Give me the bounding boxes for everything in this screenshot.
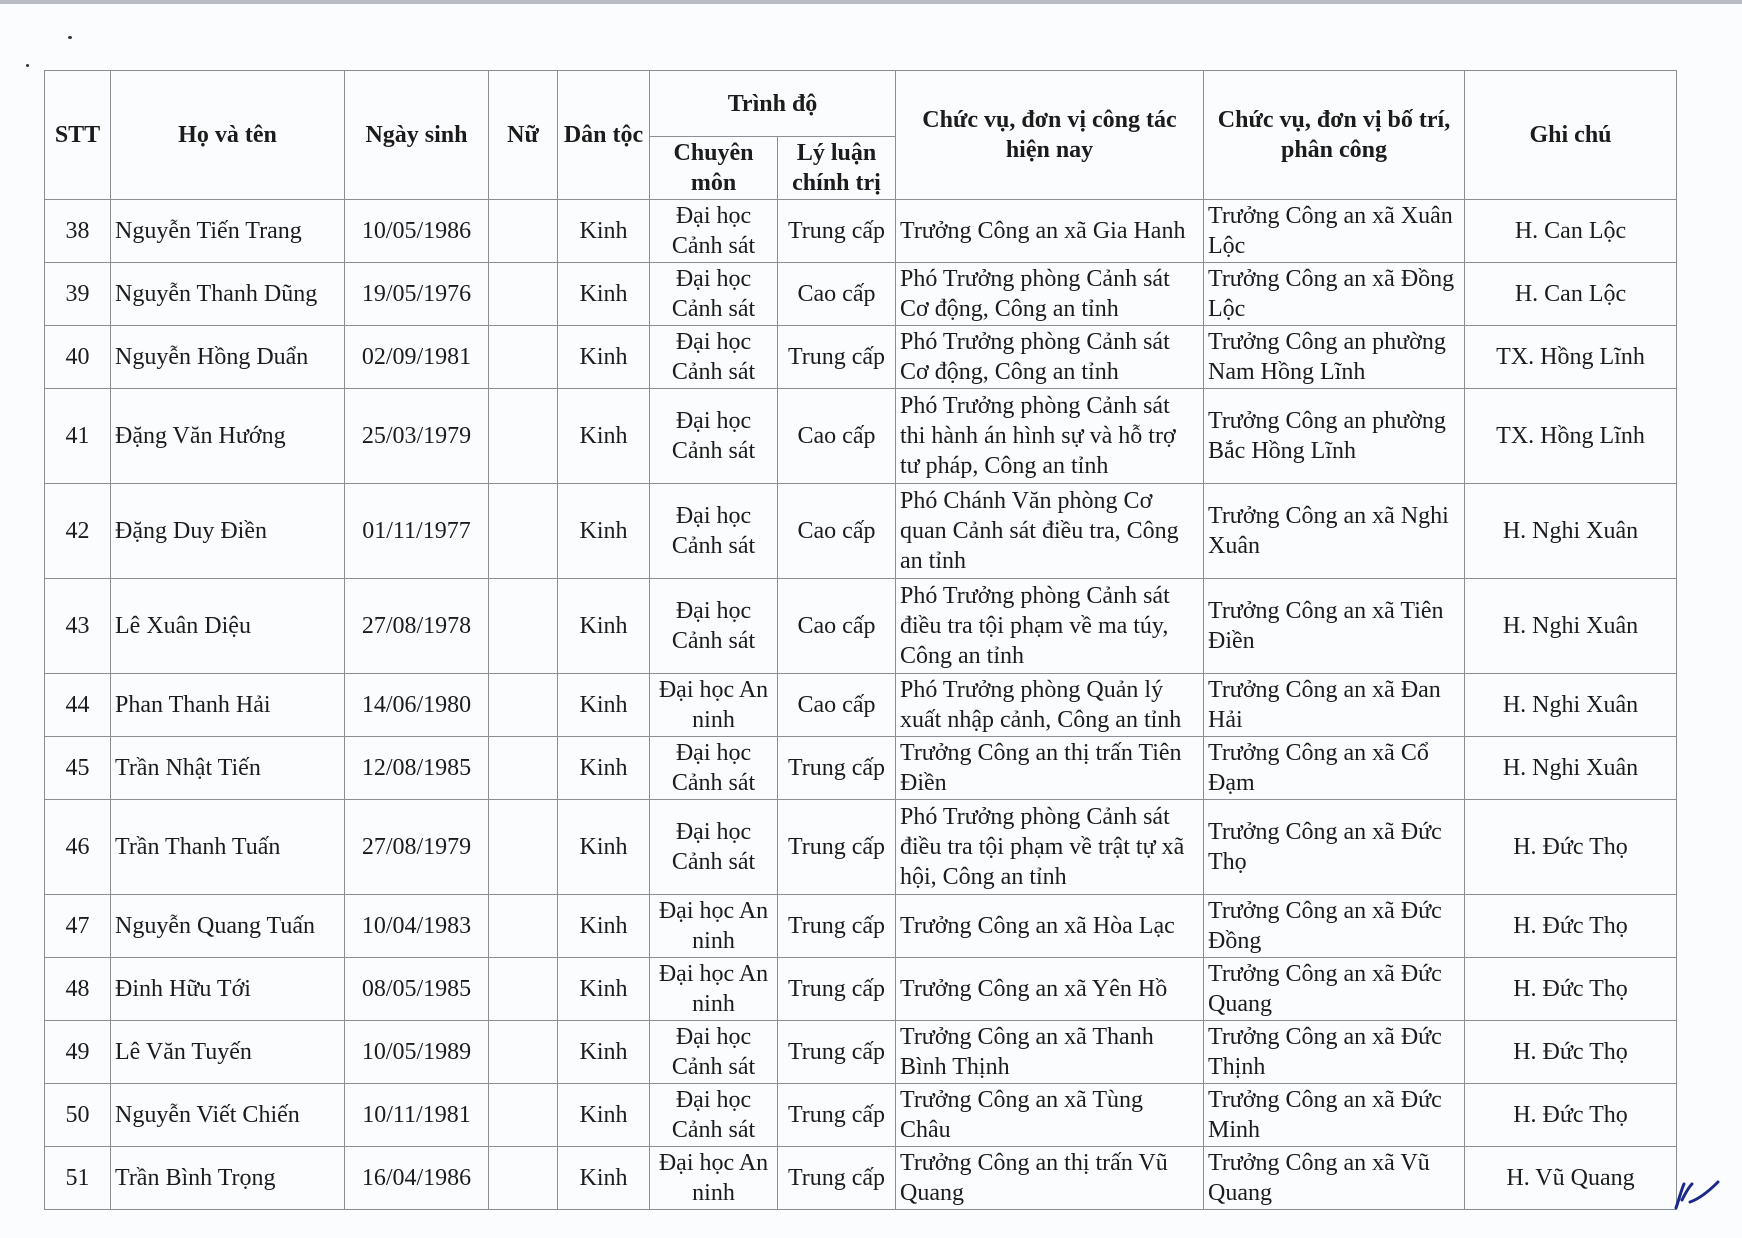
cell-female xyxy=(489,200,558,263)
cell-note: H. Can Lộc xyxy=(1465,200,1677,263)
cell-assigned-position: Trưởng Công an xã Nghi Xuân xyxy=(1204,484,1465,579)
cell-political-theory: Cao cấp xyxy=(778,263,896,326)
cell-dob: 01/11/1977 xyxy=(345,484,489,579)
header-dob: Ngày sinh xyxy=(345,71,489,200)
cell-female xyxy=(489,326,558,389)
header-political-theory: Lý luận chính trị xyxy=(778,137,896,200)
cell-ethnicity: Kinh xyxy=(558,800,650,895)
cell-ethnicity: Kinh xyxy=(558,579,650,674)
cell-assigned-position: Trưởng Công an xã Xuân Lộc xyxy=(1204,200,1465,263)
cell-note: H. Nghi Xuân xyxy=(1465,579,1677,674)
cell-name: Lê Xuân Diệu xyxy=(111,579,345,674)
cell-specialty: Đại học An ninh xyxy=(650,674,778,737)
cell-female xyxy=(489,674,558,737)
cell-ethnicity: Kinh xyxy=(558,326,650,389)
cell-note: H. Đức Thọ xyxy=(1465,1084,1677,1147)
cell-political-theory: Trung cấp xyxy=(778,1084,896,1147)
cell-female xyxy=(489,958,558,1021)
cell-stt: 40 xyxy=(45,326,111,389)
cell-political-theory: Cao cấp xyxy=(778,579,896,674)
cell-name: Phan Thanh Hải xyxy=(111,674,345,737)
cell-specialty: Đại học Cảnh sát xyxy=(650,737,778,800)
cell-female xyxy=(489,800,558,895)
table-header xyxy=(45,71,1677,200)
cell-dob: 10/05/1986 xyxy=(345,200,489,263)
cell-stt: 48 xyxy=(45,958,111,1021)
cell-political-theory: Trung cấp xyxy=(778,958,896,1021)
header-assigned-position: Chức vụ, đơn vị bố trí, phân công xyxy=(1204,71,1465,200)
cell-name: Đặng Văn Hướng xyxy=(111,389,345,484)
cell-stt: 46 xyxy=(45,800,111,895)
cell-ethnicity: Kinh xyxy=(558,263,650,326)
scan-speck xyxy=(68,36,72,39)
cell-dob: 25/03/1979 xyxy=(345,389,489,484)
cell-specialty: Đại học An ninh xyxy=(650,958,778,1021)
cell-female xyxy=(489,895,558,958)
cell-stt: 43 xyxy=(45,579,111,674)
cell-specialty: Đại học Cảnh sát xyxy=(650,484,778,579)
cell-note: H. Đức Thọ xyxy=(1465,1021,1677,1084)
cell-dob: 27/08/1978 xyxy=(345,579,489,674)
header-note: Ghi chú xyxy=(1465,71,1677,200)
table-body xyxy=(45,200,1677,1210)
cell-political-theory: Trung cấp xyxy=(778,200,896,263)
cell-political-theory: Trung cấp xyxy=(778,800,896,895)
cell-current-position: Phó Trưởng phòng Cảnh sát Cơ động, Công an tỉnh xyxy=(896,326,1204,389)
cell-name: Lê Văn Tuyến xyxy=(111,1021,345,1084)
cell-dob: 02/09/1981 xyxy=(345,326,489,389)
cell-political-theory: Trung cấp xyxy=(778,737,896,800)
cell-political-theory: Cao cấp xyxy=(778,389,896,484)
cell-dob: 12/08/1985 xyxy=(345,737,489,800)
cell-specialty: Đại học An ninh xyxy=(650,1147,778,1210)
table-row xyxy=(45,1147,1677,1210)
cell-stt: 41 xyxy=(45,389,111,484)
table-row xyxy=(45,895,1677,958)
cell-note: H. Vũ Quang xyxy=(1465,1147,1677,1210)
cell-ethnicity: Kinh xyxy=(558,389,650,484)
cell-current-position: Trưởng Công an xã Thanh Bình Thịnh xyxy=(896,1021,1204,1084)
cell-assigned-position: Trưởng Công an xã Đức Minh xyxy=(1204,1084,1465,1147)
cell-specialty: Đại học Cảnh sát xyxy=(650,800,778,895)
cell-note: H. Nghi Xuân xyxy=(1465,737,1677,800)
cell-name: Nguyễn Hồng Duẩn xyxy=(111,326,345,389)
cell-assigned-position: Trưởng Công an phường Bắc Hồng Lĩnh xyxy=(1204,389,1465,484)
cell-note: H. Đức Thọ xyxy=(1465,958,1677,1021)
cell-current-position: Phó Chánh Văn phòng Cơ quan Cảnh sát điều tra, Công an tỉnh xyxy=(896,484,1204,579)
cell-female xyxy=(489,484,558,579)
cell-female xyxy=(489,389,558,484)
cell-dob: 14/06/1980 xyxy=(345,674,489,737)
table-row xyxy=(45,263,1677,326)
cell-stt: 38 xyxy=(45,200,111,263)
cell-name: Nguyễn Thanh Dũng xyxy=(111,263,345,326)
cell-stt: 50 xyxy=(45,1084,111,1147)
table-row xyxy=(45,737,1677,800)
cell-political-theory: Cao cấp xyxy=(778,484,896,579)
cell-political-theory: Trung cấp xyxy=(778,326,896,389)
cell-note: H. Nghi Xuân xyxy=(1465,484,1677,579)
personnel-table xyxy=(44,70,1677,1210)
cell-assigned-position: Trưởng Công an xã Cổ Đạm xyxy=(1204,737,1465,800)
cell-political-theory: Trung cấp xyxy=(778,895,896,958)
scan-top-edge xyxy=(0,0,1742,4)
cell-assigned-position: Trưởng Công an xã Đồng Lộc xyxy=(1204,263,1465,326)
header-stt: STT xyxy=(45,71,111,200)
cell-stt: 51 xyxy=(45,1147,111,1210)
cell-assigned-position: Trưởng Công an xã Vũ Quang xyxy=(1204,1147,1465,1210)
cell-female xyxy=(489,1084,558,1147)
cell-assigned-position: Trưởng Công an xã Tiên Điền xyxy=(1204,579,1465,674)
cell-ethnicity: Kinh xyxy=(558,958,650,1021)
cell-current-position: Trưởng Công an xã Yên Hồ xyxy=(896,958,1204,1021)
cell-assigned-position: Trưởng Công an xã Đức Đồng xyxy=(1204,895,1465,958)
cell-ethnicity: Kinh xyxy=(558,895,650,958)
cell-assigned-position: Trưởng Công an xã Đức Thịnh xyxy=(1204,1021,1465,1084)
table-row xyxy=(45,958,1677,1021)
cell-name: Đặng Duy Điền xyxy=(111,484,345,579)
cell-name: Nguyễn Viết Chiến xyxy=(111,1084,345,1147)
cell-dob: 19/05/1976 xyxy=(345,263,489,326)
cell-female xyxy=(489,263,558,326)
cell-assigned-position: Trưởng Công an xã Đức Quang xyxy=(1204,958,1465,1021)
cell-female xyxy=(489,737,558,800)
cell-name: Trần Bình Trọng xyxy=(111,1147,345,1210)
cell-stt: 44 xyxy=(45,674,111,737)
table-row xyxy=(45,800,1677,895)
cell-note: H. Nghi Xuân xyxy=(1465,674,1677,737)
header-current-position: Chức vụ, đơn vị công tác hiện nay xyxy=(896,71,1204,200)
cell-specialty: Đại học Cảnh sát xyxy=(650,389,778,484)
cell-current-position: Phó Trưởng phòng Cảnh sát Cơ động, Công an tỉnh xyxy=(896,263,1204,326)
cell-stt: 45 xyxy=(45,737,111,800)
table-row xyxy=(45,1084,1677,1147)
cell-current-position: Phó Trưởng phòng Cảnh sát thi hành án hình sự và hỗ trợ tư pháp, Công an tỉnh xyxy=(896,389,1204,484)
cell-ethnicity: Kinh xyxy=(558,737,650,800)
cell-note: H. Đức Thọ xyxy=(1465,895,1677,958)
table-row xyxy=(45,389,1677,484)
cell-note: H. Can Lộc xyxy=(1465,263,1677,326)
cell-female xyxy=(489,1021,558,1084)
scan-speck xyxy=(26,64,29,67)
cell-current-position: Trưởng Công an xã Hòa Lạc xyxy=(896,895,1204,958)
cell-dob: 10/04/1983 xyxy=(345,895,489,958)
cell-stt: 42 xyxy=(45,484,111,579)
cell-note: TX. Hồng Lĩnh xyxy=(1465,326,1677,389)
header-ethnicity: Dân tộc xyxy=(558,71,650,200)
cell-dob: 10/11/1981 xyxy=(345,1084,489,1147)
cell-current-position: Trưởng Công an xã Tùng Châu xyxy=(896,1084,1204,1147)
cell-political-theory: Trung cấp xyxy=(778,1021,896,1084)
cell-specialty: Đại học Cảnh sát xyxy=(650,263,778,326)
cell-political-theory: Trung cấp xyxy=(778,1147,896,1210)
cell-specialty: Đại học Cảnh sát xyxy=(650,579,778,674)
cell-ethnicity: Kinh xyxy=(558,484,650,579)
cell-assigned-position: Trưởng Công an xã Đức Thọ xyxy=(1204,800,1465,895)
cell-name: Nguyễn Tiến Trang xyxy=(111,200,345,263)
cell-specialty: Đại học Cảnh sát xyxy=(650,1021,778,1084)
cell-dob: 10/05/1989 xyxy=(345,1021,489,1084)
cell-specialty: Đại học Cảnh sát xyxy=(650,200,778,263)
cell-dob: 16/04/1986 xyxy=(345,1147,489,1210)
cell-specialty: Đại học Cảnh sát xyxy=(650,326,778,389)
cell-current-position: Trưởng Công an thị trấn Vũ Quang xyxy=(896,1147,1204,1210)
cell-name: Nguyễn Quang Tuấn xyxy=(111,895,345,958)
cell-current-position: Trưởng Công an thị trấn Tiên Điền xyxy=(896,737,1204,800)
header-specialty: Chuyên môn xyxy=(650,137,778,200)
cell-specialty: Đại học Cảnh sát xyxy=(650,1084,778,1147)
cell-political-theory: Cao cấp xyxy=(778,674,896,737)
header-name: Họ và tên xyxy=(111,71,345,200)
cell-current-position: Trưởng Công an xã Gia Hanh xyxy=(896,200,1204,263)
cell-specialty: Đại học An ninh xyxy=(650,895,778,958)
cell-assigned-position: Trưởng Công an phường Nam Hồng Lĩnh xyxy=(1204,326,1465,389)
handwritten-initials xyxy=(1672,1178,1720,1214)
cell-ethnicity: Kinh xyxy=(558,674,650,737)
cell-name: Trần Nhật Tiến xyxy=(111,737,345,800)
table-row xyxy=(45,326,1677,389)
cell-stt: 49 xyxy=(45,1021,111,1084)
cell-ethnicity: Kinh xyxy=(558,1021,650,1084)
cell-assigned-position: Trưởng Công an xã Đan Hải xyxy=(1204,674,1465,737)
cell-ethnicity: Kinh xyxy=(558,1084,650,1147)
table-row xyxy=(45,1021,1677,1084)
cell-name: Đinh Hữu Tới xyxy=(111,958,345,1021)
cell-stt: 39 xyxy=(45,263,111,326)
cell-ethnicity: Kinh xyxy=(558,1147,650,1210)
cell-female xyxy=(489,579,558,674)
cell-dob: 08/05/1985 xyxy=(345,958,489,1021)
table-row xyxy=(45,484,1677,579)
cell-ethnicity: Kinh xyxy=(558,200,650,263)
header-female: Nữ xyxy=(489,71,558,200)
cell-dob: 27/08/1979 xyxy=(345,800,489,895)
cell-note: TX. Hồng Lĩnh xyxy=(1465,389,1677,484)
table-row xyxy=(45,579,1677,674)
cell-name: Trần Thanh Tuấn xyxy=(111,800,345,895)
table-row xyxy=(45,200,1677,263)
table-row xyxy=(45,674,1677,737)
cell-female xyxy=(489,1147,558,1210)
header-qualification: Trình độ xyxy=(650,71,896,137)
cell-note: H. Đức Thọ xyxy=(1465,800,1677,895)
cell-current-position: Phó Trưởng phòng Quản lý xuất nhập cảnh, Công an tỉnh xyxy=(896,674,1204,737)
cell-current-position: Phó Trưởng phòng Cảnh sát điều tra tội phạm về trật tự xã hội, Công an tỉnh xyxy=(896,800,1204,895)
cell-current-position: Phó Trưởng phòng Cảnh sát điều tra tội phạm về ma túy, Công an tỉnh xyxy=(896,579,1204,674)
cell-stt: 47 xyxy=(45,895,111,958)
